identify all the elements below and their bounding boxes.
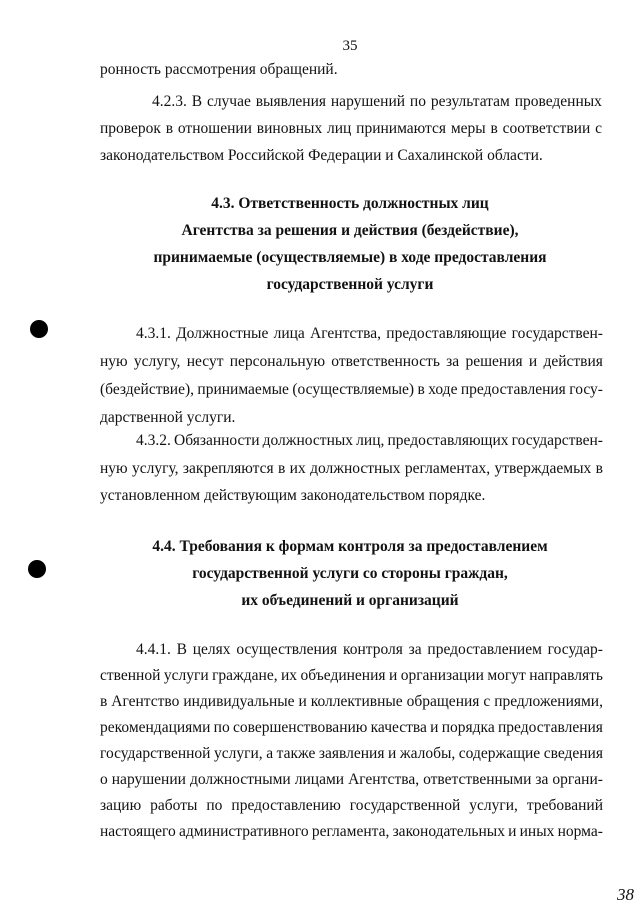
section-heading-4-3-line: 4.3. Ответственность должностных лиц <box>211 195 489 212</box>
text-line: проверок в отношении виновных лиц принимаются меры в соответствии с <box>100 120 602 137</box>
text-line: настоящего административного регламента, законодательных и иных норма- <box>100 823 603 840</box>
text-line: законодательством Российской Федерации и Сахалинской области. <box>100 147 543 164</box>
text-line: в Агентство индивидуальные и коллективные обращения с предложениями, <box>100 693 603 710</box>
text-line: ственной услуги граждане, их объединения и организации могут направлять <box>100 667 603 684</box>
punch-hole-dot <box>28 560 46 578</box>
text-line: 4.2.3. В случае выявления нарушений по результатам проведенных <box>152 93 602 110</box>
section-heading-4-3-line: государственной услуги <box>266 276 434 293</box>
text-line: рекомендациями по совершенствованию качества и порядка предоставления <box>100 719 603 736</box>
text-line: ную услугу, закрепляются в их должностных регламентах, утверждаемых в <box>100 460 603 477</box>
text-line: дарственной услуги. <box>100 409 236 426</box>
section-heading-4-4-line: 4.4. Требования к формам контроля за предоставлением <box>152 538 548 555</box>
section-heading-4-3-line: принимаемые (осуществляемые) в ходе предоставления <box>153 249 547 266</box>
text-line: о нарушении должностными лицами Агентства, ответственными за органи- <box>100 771 603 788</box>
handwritten-page-mark: 38 <box>617 885 634 904</box>
punch-hole-dot <box>30 320 48 338</box>
text-line: (бездействие), принимаемые (осуществляемые) в ходе предоставления госу- <box>100 381 603 398</box>
text-line: 4.4.1. В целях осуществления контроля за предоставлением государ- <box>136 641 603 658</box>
text-line: зацию работы по предоставлению государственной услуги, требований <box>100 797 603 814</box>
text-line: ронность рассмотрения обращений. <box>100 61 338 78</box>
text-line: 4.3.1. Должностные лица Агентства, предоставляющие государствен- <box>136 325 603 342</box>
text-line: 4.3.2. Обязанности должностных лиц, предоставляющих государствен- <box>136 432 603 449</box>
text-line: установленном действующим законодательством порядке. <box>100 487 486 504</box>
page-number: 35 <box>342 38 358 54</box>
section-heading-4-4-line: их объединений и организаций <box>241 592 459 609</box>
text-line: государственной услуги, а также заявления и жалобы, содержащие сведения <box>100 745 603 762</box>
text-line: ную услугу, несут персональную ответственность за решения и действия <box>100 353 603 370</box>
section-heading-4-4-line: государственной услуги со стороны граждан, <box>192 565 508 582</box>
section-heading-4-3-line: Агентства за решения и действия (бездействие), <box>181 222 519 239</box>
